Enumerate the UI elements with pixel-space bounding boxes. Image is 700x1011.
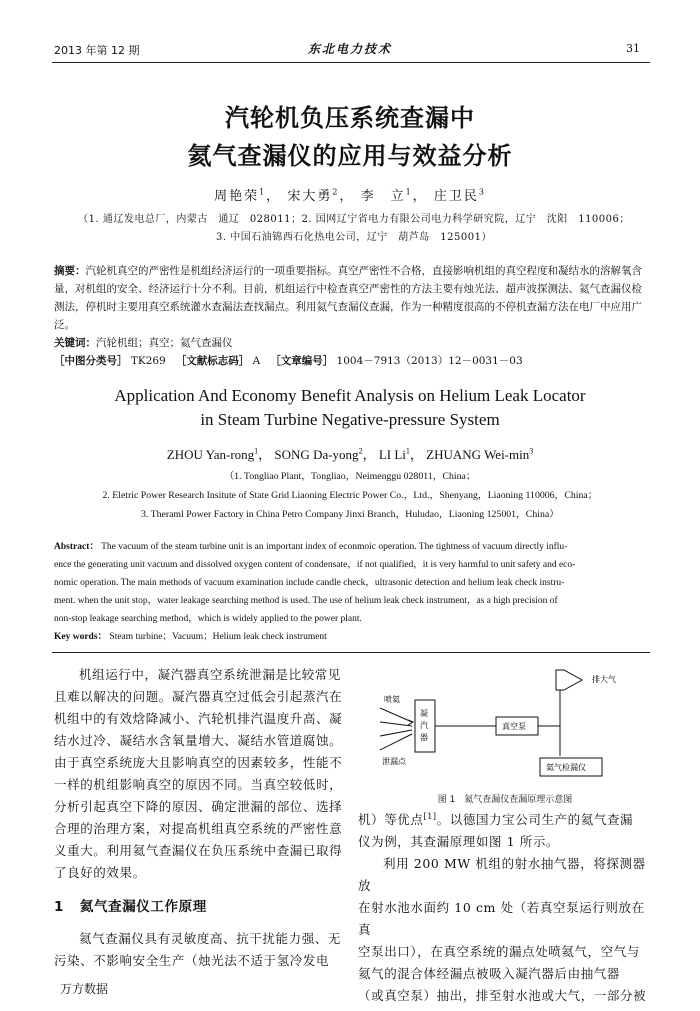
body-line: 分析引起真空下降的原因、确定泄漏的部位、选择 bbox=[54, 799, 343, 814]
authors-en: ZHOU Yan-rong$^1$， SONG Da-yong$^2$， LI Li$^1$， ZHUANG Wei-$\min^3$ bbox=[166, 446, 534, 462]
body-line: 一样的机组影响真空的原因不同。当真空较低时， bbox=[54, 777, 343, 792]
abstract-en-text: The vacuum of the steam turbine unit is an important index of econmoic operation. The tightness of vacuum directly influ- bbox=[101, 542, 568, 552]
body-line: 氦气的混合体经漏点被吸入凝汽器后由抽气器 bbox=[358, 966, 621, 982]
author-mark-en: 3 bbox=[529, 446, 534, 456]
body-line bbox=[358, 806, 650, 831]
author-mark: 2 bbox=[332, 187, 340, 197]
body-line: 在射水池水面约 10 cm 处（若真空泵运行则放在真 bbox=[358, 900, 645, 938]
abstract-cn bbox=[54, 262, 650, 334]
section-title: 氦气查漏仪工作原理 bbox=[79, 899, 207, 915]
abstract-en-line3: nomic operation. The main methods of vacuum examination include candle check，ultrasonic detection and helium leak check instru- bbox=[54, 578, 565, 588]
author-name: 宋大勇 bbox=[287, 189, 333, 204]
body-line: 仪为例，其查漏原理如图 1 所示。 bbox=[358, 834, 560, 850]
abstract-cn-text: 汽轮机真空的严密性是机组经济运行的一项重要指标。真空严密性不合格，直接影响机组的真空程度和凝结水的溶解氧含量，对机组的安全、经济运行十分不利。目前，机组运行中检查真空严密性的方法主要有烛光法、超声波探测法、氦气查漏仪检测法，停机时主要用真空系统灌水查漏法查找漏点。利用氦气查漏仪查漏，作为一种精度很高的不停机查漏方法在电厂中应用广泛。 bbox=[54, 265, 642, 331]
abstract-en-line4: ment. when the unit stop，water leakage searching method is used. The use of helium leak check instrument，as a high precision of bbox=[54, 596, 558, 606]
spray-arrow-4 bbox=[380, 734, 412, 750]
abstract-en-label: Abstract： bbox=[54, 542, 99, 552]
body-line: 结水过冷、凝结水含氧量增大、凝结水管道腐蚀。 bbox=[54, 733, 343, 748]
author-mark-en: 1 bbox=[405, 446, 410, 456]
body-text: 机）等优点 bbox=[358, 812, 424, 828]
citation-ref: [1] bbox=[423, 812, 437, 821]
body-line: 利用 200 MW 机组的射水抽气器，将探测器放 bbox=[358, 856, 646, 894]
figure-label-instrument: 氦气检漏仪 bbox=[546, 763, 586, 772]
condenser-label-1: 凝 bbox=[420, 709, 428, 718]
running-header-journal: 东北电力技术 bbox=[307, 42, 392, 56]
classification-line bbox=[54, 352, 650, 370]
keywords-en bbox=[54, 628, 654, 646]
keywords-cn-label: 关键词： bbox=[54, 337, 96, 349]
author-name: 李 立 bbox=[360, 189, 406, 204]
affiliation-en-line2: 2. Eletric Power Research Insitute of State Grid Liaoning Electric Power Co.，Ltd.，Shenyang，Liaoning 110006，China； bbox=[102, 490, 598, 501]
title-cn-line2: 氦气查漏仪的应用与效益分析 bbox=[187, 142, 513, 170]
body-line: 机组运行中，凝汽器真空系统泄漏是比较常见 bbox=[79, 667, 342, 682]
author-name-en: ZHUANG Wei-min bbox=[426, 447, 530, 462]
body-line: 由于真空系统庞大且影响真空的因素较多，性能不 bbox=[54, 755, 343, 770]
author-name: 周艳荣 bbox=[214, 189, 260, 204]
keywords-cn-text: 汽轮机组；真空；氦气查漏仪 bbox=[96, 337, 233, 349]
keywords-en-label: Key words： bbox=[54, 632, 108, 642]
title-cn-line1: 汽轮机负压系统查漏中 bbox=[225, 104, 475, 132]
condenser-label-2: 汽 bbox=[420, 721, 428, 730]
spray-arrow-1 bbox=[380, 708, 412, 722]
abstract-en-line2: ence the generating unit vacuum and dissolved oxygen content of condensate，if not qualified，it is very harmful to unit safety and eco- bbox=[54, 560, 576, 570]
spray-arrow-3 bbox=[380, 730, 412, 736]
figure-label-leak: 泄漏点 bbox=[382, 757, 406, 766]
abstract-en-line5: non-stop leakage searching method，which is widely applied to the power plant. bbox=[54, 614, 362, 624]
title-en-line1: Application And Economy Benefit Analysis on Helium Leak Locator bbox=[114, 386, 586, 405]
body-text: 。以德国力宝公司生产的氦气查漏 bbox=[436, 812, 634, 828]
body-right-column bbox=[358, 806, 650, 1007]
author-mark-en: 2 bbox=[358, 446, 363, 456]
authors-cn: 周艳荣$^1$， 宋大勇$^2$， 李 立$^1$， 庄卫民$^3$ bbox=[214, 187, 486, 204]
author-mark: 1 bbox=[405, 187, 413, 197]
affiliation-cn-line1: （1. 通辽发电总厂，内蒙古 通辽 028011；2. 国网辽宁省电力有限公司电力科学研究院，辽宁 沈阳 110006； bbox=[78, 214, 630, 225]
body-line: 机组中的有效焓降减小、汽轮机排汽温度升高、凝 bbox=[54, 711, 343, 726]
article-number-value: 1004－7913（2013）12－0031－03 bbox=[336, 355, 523, 367]
author-mark-en: 1 bbox=[254, 446, 259, 456]
article-number-label: ［文章编号］ bbox=[270, 355, 334, 367]
page-number: 31 bbox=[626, 42, 640, 55]
keywords-en-text: Steam turbine；Vacuum；Helium leak check instrument bbox=[109, 632, 327, 642]
affiliation-cn-line2: 3. 中国石油锦西石化热电公司，辽宁 葫芦岛 125001） bbox=[216, 232, 492, 243]
exhaust-symbol bbox=[556, 670, 582, 690]
abstract-cn-label: 摘要： bbox=[54, 265, 86, 277]
section-number: 1 bbox=[54, 899, 64, 915]
abstract-en-line1 bbox=[54, 538, 654, 556]
clc-label: ［中图分类号］ bbox=[54, 355, 128, 367]
keywords-cn bbox=[54, 334, 650, 352]
body-line: 污染、不影响安全生产（烛光法不适于氢冷发电 bbox=[54, 953, 330, 968]
author-name-en: SONG Da-yong bbox=[274, 447, 359, 462]
body-line: 氦气查漏仪具有灵敏度高、抗干扰能力强、无 bbox=[79, 931, 342, 946]
condenser-label-3: 器 bbox=[420, 733, 428, 742]
body-line: 合理的治理方案，对提高机组真空系统的严密性意 bbox=[54, 821, 343, 836]
body-line: 义重大。利用氦气查漏仪在负压系统中查漏已取得 bbox=[54, 843, 343, 858]
body-left-column bbox=[54, 664, 344, 972]
figure-label-atmosphere: 排大气 bbox=[592, 675, 616, 684]
header-rule bbox=[52, 62, 650, 63]
abstract-separator bbox=[52, 652, 650, 653]
body-line: 了良好的效果。 bbox=[54, 865, 146, 880]
figure-1 bbox=[360, 660, 650, 805]
affiliation-en-line3: 3. Theraml Power Factory in China Petro Company Jinxi Branch，Huludao，Liaoning 125001，China） bbox=[140, 509, 560, 520]
figure-caption: 图 1 氦气查漏仪查漏原理示意图 bbox=[437, 795, 573, 805]
figure-1-diagram bbox=[360, 660, 650, 800]
figure-label-pump: 真空泵 bbox=[502, 722, 526, 731]
author-name-en: LI Li bbox=[378, 447, 406, 462]
clc-value: TK269 bbox=[130, 355, 166, 367]
section-heading-1 bbox=[54, 896, 344, 918]
doc-code-value: A bbox=[252, 355, 261, 367]
running-header-issue: 2013 年第 12 期 bbox=[54, 44, 140, 57]
doc-code-label: ［文献标志码］ bbox=[175, 355, 250, 367]
author-mark: 1 bbox=[259, 187, 267, 197]
figure-label-spray: 喷氦 bbox=[384, 695, 400, 704]
footer-source: 万方数据 bbox=[60, 982, 109, 996]
body-line: 空泵出口），在真空系统的漏点处喷氦气，空气与 bbox=[358, 944, 640, 960]
affiliation-en-line1: （1. Tongliao Plant，Tongliao，Neimenggu 028011，China； bbox=[224, 471, 476, 482]
author-name: 庄卫民 bbox=[433, 189, 479, 204]
body-line: 且难以解决的问题。凝汽器真空过低会引起蒸汽在 bbox=[54, 689, 343, 704]
body-line: （或真空泵）抽出，排至射水池或大气，一部分被 bbox=[358, 988, 647, 1004]
author-mark: 3 bbox=[478, 187, 486, 197]
author-name-en: ZHOU Yan-rong bbox=[166, 447, 255, 462]
spray-arrow-2 bbox=[380, 722, 412, 726]
arrow-head bbox=[408, 720, 413, 725]
title-en-line2: in Steam Turbine Negative-pressure System bbox=[200, 410, 500, 429]
